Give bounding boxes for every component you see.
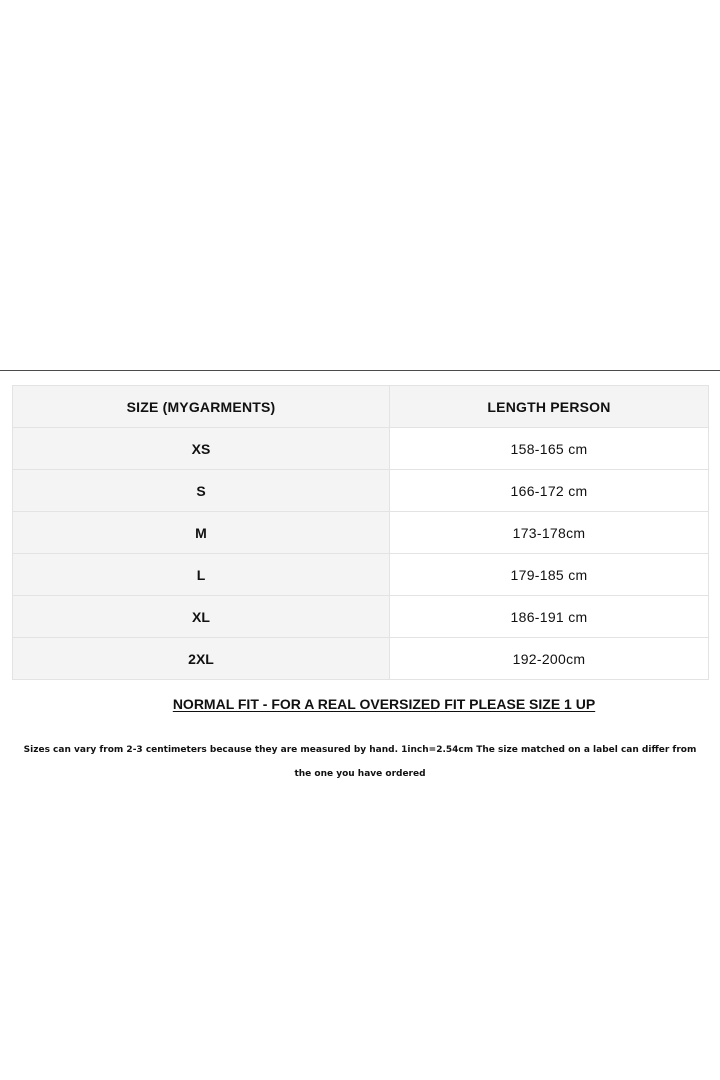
length-cell: 166-172 cm [390,470,709,512]
length-cell: 186-191 cm [390,596,709,638]
fit-note: NORMAL FIT - FOR A REAL OVERSIZED FIT PLEASE SIZE 1 UP [172,696,596,712]
length-column-header: LENGTH PERSON [390,386,709,428]
length-cell: 179-185 cm [390,554,709,596]
size-cell: L [13,554,390,596]
length-cell: 173-178cm [390,512,709,554]
size-cell: XL [13,596,390,638]
size-column-header: SIZE (MYGARMENTS) [13,386,390,428]
size-disclaimer: Sizes can vary from 2-3 centimeters because they are measured by hand. 1inch=2.54cm The size matched on a label can differ from the one you have ordered [23,745,697,779]
size-cell: M [13,512,390,554]
size-cell: 2XL [13,638,390,680]
size-cell: S [13,470,390,512]
size-cell: XS [13,428,390,470]
length-cell: 192-200cm [390,638,709,680]
length-cell: 158-165 cm [390,428,709,470]
